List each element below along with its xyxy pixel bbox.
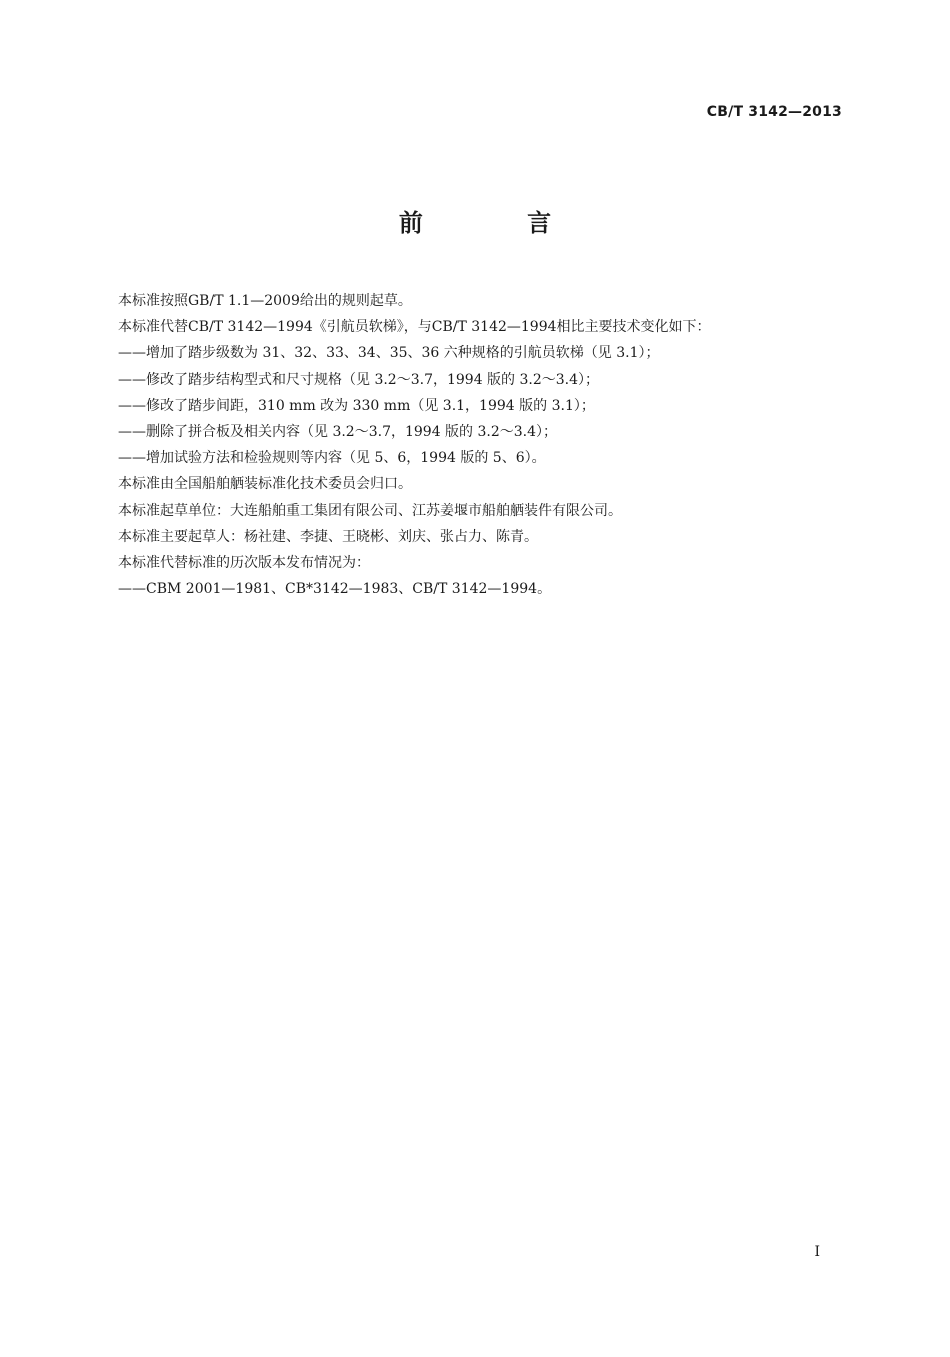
page-title: 前 言 [398, 209, 600, 237]
change-item-step-structure: ——修改了踏步结构型式和尺寸规格（见 3.2～3.7，1994 版的 3.2～3.4）； [118, 371, 600, 388]
paragraph-committee: 本标准由全国船舶舾装标准化技术委员会归口。 [118, 476, 412, 493]
history-item-versions: ——CBM 2001—1981、CB*3142—1983、CB/T 3142—1994。 [118, 581, 552, 598]
paragraph-drafting-units: 本标准起草单位：大连船舶重工集团有限公司、江苏姜堰市船舶舾装件有限公司。 [118, 502, 622, 519]
foreword-body [118, 288, 838, 602]
document-code: CB/T 3142—2013 [706, 104, 842, 120]
change-item-step-spacing: ——修改了踏步间距，310 mm 改为 330 mm（见 3.1，1994 版的 3.1）； [118, 397, 595, 414]
paragraph-history-heading: 本标准代替标准的历次版本发布情况为： [118, 554, 370, 571]
change-item-removed-boards: ——删除了拼合板及相关内容（见 3.2～3.7，1994 版的 3.2～3.4）； [118, 423, 558, 440]
paragraph-drafting-rules: 本标准按照GB/T 1.1—2009给出的规则起草。 [118, 293, 412, 309]
paragraph-drafters: 本标准主要起草人：杨社建、李捷、王晓彬、刘庆、张占力、陈青。 [118, 528, 538, 545]
change-item-step-counts: ——增加了踏步级数为 31、32、33、34、35、36 六种规格的引航员软梯（见 3.1）； [118, 345, 660, 362]
page-number: I [814, 1244, 820, 1260]
paragraph-replacement: 本标准代替CB/T 3142—1994《引航员软梯》，与CB/T 3142—1994相比主要技术变化如下： [118, 319, 711, 336]
change-item-test-methods: ——增加试验方法和检验规则等内容（见 5、6，1994 版的 5、6）。 [118, 450, 546, 467]
